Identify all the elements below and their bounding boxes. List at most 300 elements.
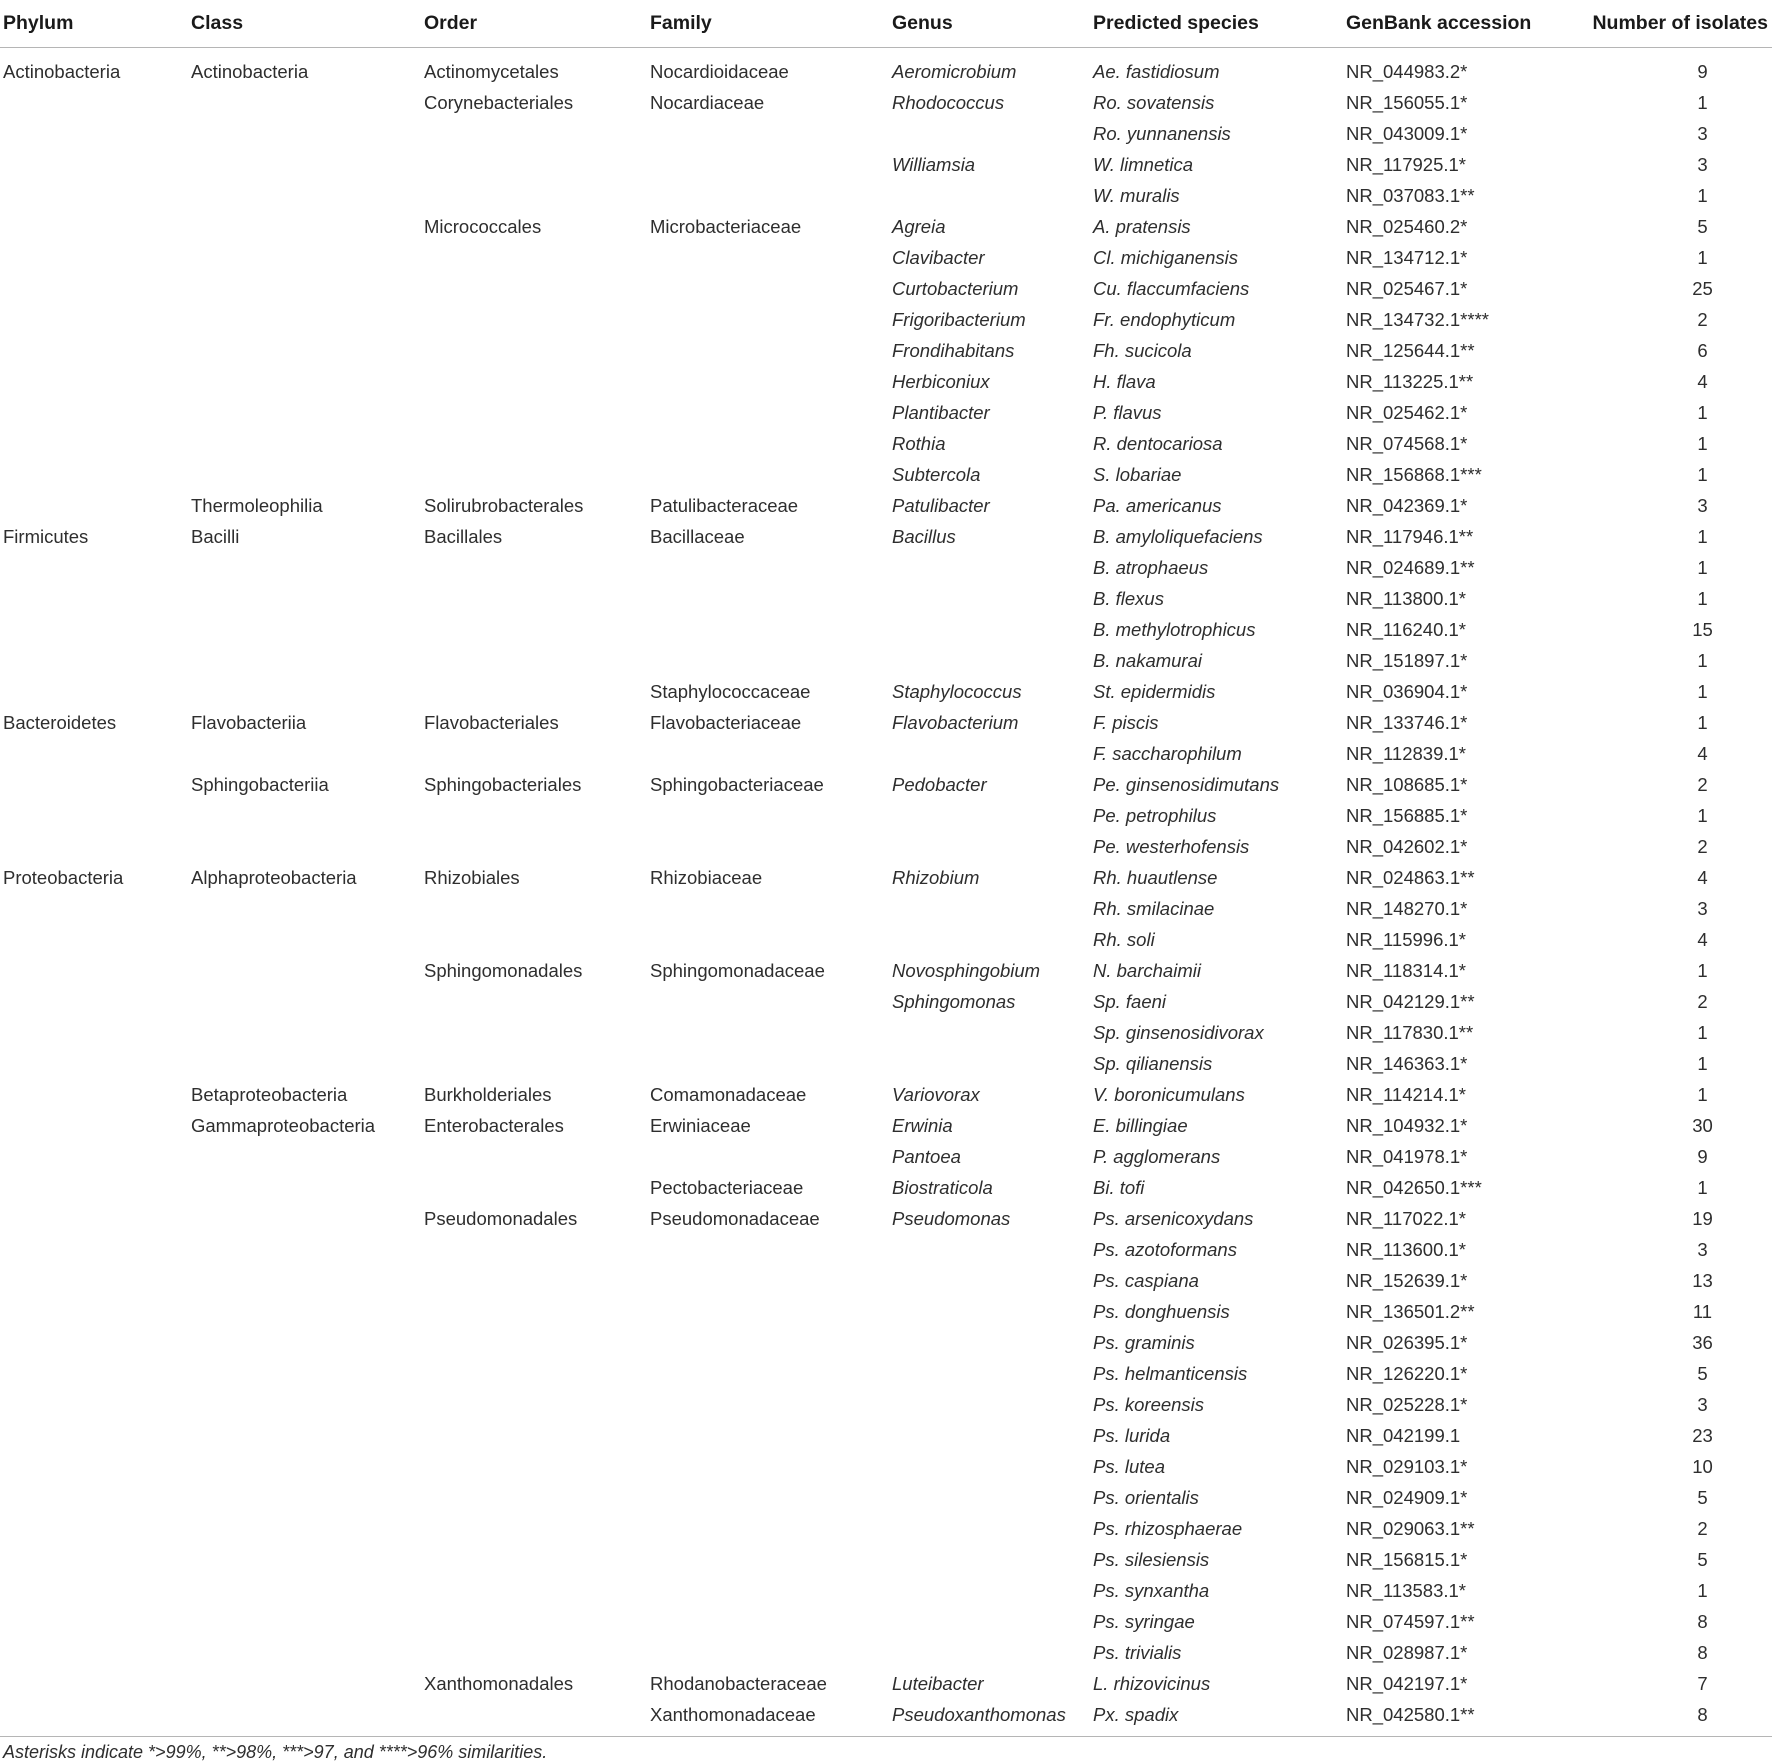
cell-order: Rhizobiales [424, 866, 520, 888]
table-row [0, 1265, 1772, 1296]
footer-divider [0, 1736, 1772, 1737]
cell-genus [889, 924, 1090, 955]
table-row [0, 707, 1772, 738]
cell-phylum [0, 1451, 188, 1482]
cell-class [188, 738, 421, 769]
cell-predicted-species: Px. spadix [1093, 1703, 1179, 1725]
cell-number-of-isolates: 1 [1697, 463, 1708, 485]
cell-genbank-accession: NR_042580.1** [1346, 1703, 1475, 1725]
cell-class [188, 1017, 421, 1048]
cell-phylum [0, 1048, 188, 1079]
cell-phylum [0, 397, 188, 428]
cell-predicted-species: B. amyloliquefaciens [1093, 525, 1263, 547]
cell-number-of-isolates: 3 [1697, 494, 1708, 516]
cell-genus [889, 1451, 1090, 1482]
cell-number-of-isolates: 2 [1697, 835, 1708, 857]
cell-genus [889, 180, 1090, 211]
cell-number-of-isolates: 8 [1697, 1703, 1708, 1725]
cell-predicted-species: F. piscis [1093, 711, 1159, 733]
cell-family [647, 583, 889, 614]
cell-order [421, 924, 647, 955]
cell-order [421, 1327, 647, 1358]
cell-phylum [0, 1637, 188, 1668]
cell-order: Solirubrobacterales [424, 494, 584, 516]
cell-class [188, 1420, 421, 1451]
cell-genus: Erwinia [892, 1114, 953, 1136]
table-row [0, 800, 1772, 831]
cell-genbank-accession: NR_024689.1** [1346, 556, 1475, 578]
table-row [0, 1451, 1772, 1482]
cell-number-of-isolates: 1 [1697, 1579, 1708, 1601]
table-row [0, 1544, 1772, 1575]
cell-order: Enterobacterales [424, 1114, 564, 1136]
cell-predicted-species: P. flavus [1093, 401, 1162, 423]
cell-class [188, 211, 421, 242]
cell-order: Micrococcales [424, 215, 542, 237]
cell-predicted-species: Ps. silesiensis [1093, 1548, 1210, 1570]
cell-family [647, 1265, 889, 1296]
cell-number-of-isolates: 3 [1697, 1393, 1708, 1415]
cell-number-of-isolates: 1 [1697, 1176, 1708, 1198]
cell-phylum: Actinobacteria [3, 60, 121, 82]
cell-number-of-isolates: 19 [1692, 1207, 1713, 1229]
cell-family [647, 1017, 889, 1048]
cell-predicted-species: Pe. westerhofensis [1093, 835, 1250, 857]
cell-number-of-isolates: 9 [1697, 1145, 1708, 1167]
cell-genbank-accession: NR_134712.1* [1346, 246, 1468, 268]
cell-phylum: Proteobacteria [3, 866, 124, 888]
table-row [0, 149, 1772, 180]
cell-predicted-species: Cu. flaccumfaciens [1093, 277, 1250, 299]
cell-phylum [0, 366, 188, 397]
cell-predicted-species: B. flexus [1093, 587, 1164, 609]
cell-genbank-accession: NR_118314.1* [1346, 959, 1466, 981]
cell-order [421, 242, 647, 273]
cell-order [421, 118, 647, 149]
cell-family: Pseudomonadaceae [650, 1207, 820, 1229]
cell-genus: Luteibacter [892, 1672, 984, 1694]
cell-class [188, 1203, 421, 1234]
cell-predicted-species: Ro. yunnanensis [1093, 122, 1231, 144]
cell-family [647, 1420, 889, 1451]
cell-number-of-isolates: 3 [1697, 122, 1708, 144]
cell-genus [889, 1296, 1090, 1327]
cell-genus: Rhodococcus [892, 91, 1005, 113]
table-row [0, 614, 1772, 645]
cell-genbank-accession: NR_112839.1* [1346, 742, 1466, 764]
cell-genbank-accession: NR_156815.1* [1346, 1548, 1468, 1570]
cell-phylum [0, 1265, 188, 1296]
cell-phylum [0, 1079, 188, 1110]
cell-order: Sphingobacteriales [424, 773, 582, 795]
cell-class [188, 1575, 421, 1606]
cell-family: Sphingomonadaceae [650, 959, 825, 981]
cell-predicted-species: L. rhizovicinus [1093, 1672, 1211, 1694]
cell-phylum [0, 831, 188, 862]
cell-number-of-isolates: 2 [1697, 773, 1708, 795]
header-class: Class [188, 0, 421, 48]
cell-class [188, 1141, 421, 1172]
table-row [0, 1420, 1772, 1451]
cell-predicted-species: Fh. sucicola [1093, 339, 1192, 361]
cell-predicted-species: F. saccharophilum [1093, 742, 1242, 764]
cell-genbank-accession: NR_104932.1* [1346, 1114, 1468, 1136]
cell-number-of-isolates: 30 [1692, 1114, 1713, 1136]
cell-class [188, 893, 421, 924]
cell-genbank-accession: NR_156868.1*** [1346, 463, 1482, 485]
cell-genbank-accession: NR_115996.1* [1346, 928, 1466, 950]
cell-class [188, 1451, 421, 1482]
cell-genbank-accession: NR_146363.1* [1346, 1052, 1468, 1074]
table-row [0, 490, 1772, 521]
cell-genus [889, 1513, 1090, 1544]
table-row [0, 428, 1772, 459]
cell-predicted-species: Ae. fastidiosum [1093, 60, 1220, 82]
cell-number-of-isolates: 4 [1697, 866, 1708, 888]
table-row [0, 583, 1772, 614]
cell-family [647, 1513, 889, 1544]
cell-phylum [0, 1172, 188, 1203]
cell-predicted-species: Ro. sovatensis [1093, 91, 1215, 113]
header-number-of-isolates: Number of isolates [1553, 0, 1772, 48]
cell-class [188, 304, 421, 335]
cell-phylum [0, 211, 188, 242]
cell-genus [889, 800, 1090, 831]
cell-genbank-accession: NR_113225.1** [1346, 370, 1474, 392]
table-row [0, 1482, 1772, 1513]
cell-predicted-species: Ps. syringae [1093, 1610, 1195, 1632]
table-row [0, 924, 1772, 955]
cell-family [647, 1544, 889, 1575]
cell-class: Sphingobacteriia [191, 773, 329, 795]
cell-genus: Plantibacter [892, 401, 990, 423]
cell-predicted-species: Ps. azotoformans [1093, 1238, 1237, 1260]
cell-family [647, 180, 889, 211]
cell-number-of-isolates: 4 [1697, 370, 1708, 392]
cell-genus: Sphingomonas [892, 990, 1016, 1012]
cell-family [647, 1141, 889, 1172]
table-row [0, 366, 1772, 397]
cell-genus [889, 831, 1090, 862]
cell-phylum [0, 583, 188, 614]
cell-family [647, 800, 889, 831]
cell-predicted-species: Sp. faeni [1093, 990, 1167, 1012]
cell-genus [889, 1234, 1090, 1265]
cell-genbank-accession: NR_113583.1* [1346, 1579, 1466, 1601]
cell-predicted-species: Sp. ginsenosidivorax [1093, 1021, 1264, 1043]
cell-phylum [0, 1389, 188, 1420]
cell-number-of-isolates: 1 [1697, 401, 1708, 423]
cell-predicted-species: Ps. graminis [1093, 1331, 1195, 1353]
cell-phylum [0, 304, 188, 335]
cell-genbank-accession: NR_108685.1* [1346, 773, 1468, 795]
cell-phylum [0, 1606, 188, 1637]
header-genus: Genus [889, 0, 1090, 48]
cell-family: Rhizobiaceae [650, 866, 763, 888]
cell-number-of-isolates: 2 [1697, 308, 1708, 330]
table-row [0, 242, 1772, 273]
cell-class: Actinobacteria [191, 60, 309, 82]
cell-genbank-accession: NR_117925.1* [1346, 153, 1466, 175]
table-row [0, 986, 1772, 1017]
cell-genus [889, 1575, 1090, 1606]
cell-order: Burkholderiales [424, 1083, 552, 1105]
cell-family [647, 242, 889, 273]
cell-class [188, 1544, 421, 1575]
cell-family: Sphingobacteriaceae [650, 773, 824, 795]
cell-family [647, 397, 889, 428]
cell-number-of-isolates: 1 [1697, 246, 1708, 268]
cell-genus: Pseudoxanthomonas [892, 1703, 1066, 1725]
table-row [0, 552, 1772, 583]
cell-order [421, 800, 647, 831]
cell-genbank-accession: NR_148270.1* [1346, 897, 1468, 919]
cell-genbank-accession: NR_117022.1* [1346, 1207, 1466, 1229]
cell-family [647, 1482, 889, 1513]
cell-predicted-species: Ps. orientalis [1093, 1486, 1199, 1508]
cell-phylum [0, 1420, 188, 1451]
cell-order [421, 366, 647, 397]
cell-class [188, 1482, 421, 1513]
cell-genbank-accession: NR_074597.1** [1346, 1610, 1475, 1632]
cell-genbank-accession: NR_029103.1* [1346, 1455, 1468, 1477]
table-body [0, 48, 1772, 1731]
table-row [0, 955, 1772, 986]
cell-genus: Aeromicrobium [892, 60, 1017, 82]
cell-predicted-species: W. muralis [1093, 184, 1180, 206]
cell-class [188, 924, 421, 955]
cell-genus [889, 552, 1090, 583]
cell-genus: Frondihabitans [892, 339, 1015, 361]
cell-phylum [0, 1234, 188, 1265]
table-row [0, 1203, 1772, 1234]
cell-genbank-accession: NR_125644.1** [1346, 339, 1475, 361]
cell-family [647, 1234, 889, 1265]
cell-predicted-species: Ps. arsenicoxydans [1093, 1207, 1254, 1229]
cell-number-of-isolates: 3 [1697, 897, 1708, 919]
table-row [0, 521, 1772, 552]
cell-phylum [0, 738, 188, 769]
cell-predicted-species: Bi. tofi [1093, 1176, 1145, 1198]
cell-phylum [0, 242, 188, 273]
table-row [0, 1048, 1772, 1079]
cell-predicted-species: W. limnetica [1093, 153, 1194, 175]
cell-class [188, 1699, 421, 1730]
cell-phylum [0, 1327, 188, 1358]
cell-predicted-species: E. billingiae [1093, 1114, 1188, 1136]
cell-genbank-accession: NR_025467.1* [1346, 277, 1468, 299]
cell-predicted-species: Ps. synxantha [1093, 1579, 1210, 1601]
cell-number-of-isolates: 1 [1697, 91, 1708, 113]
table-row [0, 1637, 1772, 1668]
cell-genbank-accession: NR_151897.1* [1346, 649, 1468, 671]
cell-class [188, 1513, 421, 1544]
cell-genus [889, 738, 1090, 769]
cell-number-of-isolates: 6 [1697, 339, 1708, 361]
cell-genbank-accession: NR_116240.1* [1346, 618, 1466, 640]
cell-class [188, 986, 421, 1017]
cell-order [421, 1265, 647, 1296]
cell-order [421, 676, 647, 707]
cell-genus: Frigoribacterium [892, 308, 1026, 330]
cell-order [421, 1048, 647, 1079]
cell-number-of-isolates: 1 [1697, 804, 1708, 826]
cell-predicted-species: Ps. trivialis [1093, 1641, 1182, 1663]
cell-class: Gammaproteobacteria [191, 1114, 376, 1136]
cell-number-of-isolates: 15 [1692, 618, 1713, 640]
cell-number-of-isolates: 11 [1692, 1300, 1713, 1322]
cell-genus: Curtobacterium [892, 277, 1019, 299]
table-row [0, 1172, 1772, 1203]
cell-class [188, 180, 421, 211]
cell-genbank-accession: NR_114214.1* [1346, 1083, 1466, 1105]
cell-genus [889, 1389, 1090, 1420]
header-predicted-species: Predicted species [1090, 0, 1343, 48]
cell-number-of-isolates: 7 [1697, 1672, 1708, 1694]
cell-family: Comamonadaceae [650, 1083, 807, 1105]
cell-genbank-accession: NR_042129.1** [1346, 990, 1475, 1012]
cell-class [188, 1327, 421, 1358]
cell-family [647, 273, 889, 304]
cell-predicted-species: Rh. smilacinae [1093, 897, 1215, 919]
cell-order: Flavobacteriales [424, 711, 559, 733]
cell-class [188, 1265, 421, 1296]
cell-phylum [0, 428, 188, 459]
cell-number-of-isolates: 8 [1697, 1641, 1708, 1663]
cell-predicted-species: R. dentocariosa [1093, 432, 1223, 454]
cell-family [647, 552, 889, 583]
cell-genbank-accession: NR_025228.1* [1346, 1393, 1468, 1415]
cell-order [421, 1699, 647, 1730]
cell-order [421, 738, 647, 769]
cell-family [647, 1606, 889, 1637]
cell-genus: Rhizobium [892, 866, 980, 888]
cell-order [421, 893, 647, 924]
cell-phylum [0, 1544, 188, 1575]
cell-genus: Variovorax [892, 1083, 980, 1105]
cell-predicted-species: Fr. endophyticum [1093, 308, 1236, 330]
cell-genus [889, 1482, 1090, 1513]
cell-predicted-species: Ps. lutea [1093, 1455, 1165, 1477]
cell-phylum [0, 800, 188, 831]
cell-genus: Herbiconiux [892, 370, 990, 392]
cell-class [188, 459, 421, 490]
cell-phylum [0, 459, 188, 490]
cell-number-of-isolates: 10 [1692, 1455, 1713, 1477]
cell-family [647, 1327, 889, 1358]
cell-genus: Biostraticola [892, 1176, 993, 1198]
cell-number-of-isolates: 1 [1697, 587, 1708, 609]
cell-number-of-isolates: 5 [1697, 1486, 1708, 1508]
footnote: Asterisks indicate *>99%, **>98%, ***>97, and ****>96% similarities. [3, 1742, 548, 1762]
cell-predicted-species: N. barchaimii [1093, 959, 1201, 981]
cell-genus: Rothia [892, 432, 946, 454]
cell-predicted-species: St. epidermidis [1093, 680, 1216, 702]
cell-order: Corynebacteriales [424, 91, 574, 113]
table-row [0, 1079, 1772, 1110]
cell-number-of-isolates: 4 [1697, 742, 1708, 764]
cell-order [421, 149, 647, 180]
cell-order [421, 831, 647, 862]
cell-genus [889, 1420, 1090, 1451]
cell-predicted-species: Ps. koreensis [1093, 1393, 1205, 1415]
cell-order [421, 304, 647, 335]
cell-genus: Bacillus [892, 525, 956, 547]
cell-predicted-species: B. nakamurai [1093, 649, 1202, 671]
table-row [0, 1234, 1772, 1265]
table-row [0, 1110, 1772, 1141]
cell-family: Microbacteriaceae [650, 215, 802, 237]
cell-phylum [0, 1296, 188, 1327]
cell-number-of-isolates: 2 [1697, 990, 1708, 1012]
cell-phylum [0, 1358, 188, 1389]
cell-phylum [0, 149, 188, 180]
cell-family: Patulibacteraceae [650, 494, 799, 516]
cell-genbank-accession: NR_152639.1* [1346, 1269, 1468, 1291]
cell-class [188, 676, 421, 707]
cell-class [188, 1172, 421, 1203]
cell-genbank-accession: NR_043009.1* [1346, 122, 1468, 144]
cell-order [421, 1358, 647, 1389]
cell-order [421, 1389, 647, 1420]
cell-family [647, 459, 889, 490]
cell-genus [889, 1048, 1090, 1079]
cell-phylum [0, 955, 188, 986]
cell-order [421, 1234, 647, 1265]
cell-family [647, 738, 889, 769]
cell-phylum [0, 1668, 188, 1699]
cell-genbank-accession: NR_042369.1* [1346, 494, 1468, 516]
cell-genbank-accession: NR_156885.1* [1346, 804, 1468, 826]
cell-phylum [0, 1699, 188, 1730]
cell-genbank-accession: NR_026395.1* [1346, 1331, 1468, 1353]
cell-family: Erwiniaceae [650, 1114, 751, 1136]
cell-genbank-accession: NR_024909.1* [1346, 1486, 1468, 1508]
cell-class [188, 366, 421, 397]
cell-predicted-species: Ps. caspiana [1093, 1269, 1199, 1291]
cell-order [421, 428, 647, 459]
cell-genbank-accession: NR_041978.1* [1346, 1145, 1468, 1167]
cell-genbank-accession: NR_029063.1** [1346, 1517, 1475, 1539]
cell-genbank-accession: NR_126220.1* [1346, 1362, 1468, 1384]
cell-class [188, 1606, 421, 1637]
table-row [0, 1327, 1772, 1358]
cell-order [421, 614, 647, 645]
cell-phylum [0, 552, 188, 583]
table-row [0, 211, 1772, 242]
cell-genbank-accession: NR_074568.1* [1346, 432, 1468, 454]
header-family: Family [647, 0, 889, 48]
cell-family [647, 831, 889, 862]
cell-class [188, 242, 421, 273]
cell-phylum [0, 986, 188, 1017]
cell-genbank-accession: NR_025460.2* [1346, 215, 1468, 237]
cell-class [188, 614, 421, 645]
table-row [0, 273, 1772, 304]
cell-phylum [0, 645, 188, 676]
cell-class [188, 1389, 421, 1420]
cell-class [188, 428, 421, 459]
cell-order [421, 583, 647, 614]
cell-genus [889, 893, 1090, 924]
cell-order [421, 397, 647, 428]
table-row [0, 862, 1772, 893]
cell-genbank-accession: NR_113600.1* [1346, 1238, 1466, 1260]
cell-family: Rhodanobacteraceae [650, 1672, 827, 1694]
cell-predicted-species: Ps. lurida [1093, 1424, 1171, 1446]
cell-class [188, 335, 421, 366]
cell-order [421, 335, 647, 366]
